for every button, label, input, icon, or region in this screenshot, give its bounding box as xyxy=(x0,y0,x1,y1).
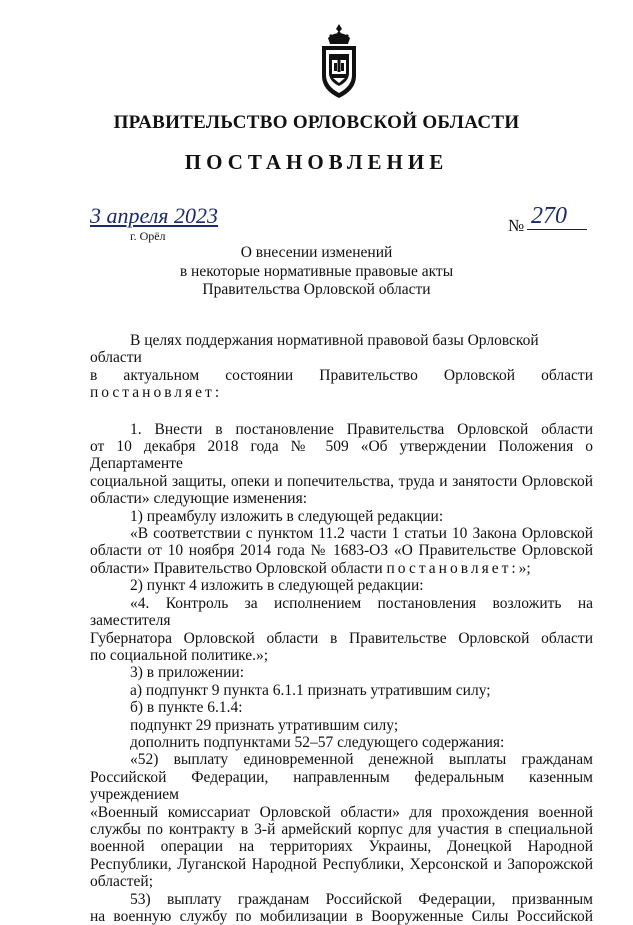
body-line: области от 10 ноября 2014 года № 1683-ОЗ «О Правительстве Орловской xyxy=(90,542,593,560)
body-line: области» следующие изменения: xyxy=(90,490,308,508)
body-line: от 10 декабря 2018 года № 509 «Об утверждении Положения о Департаменте xyxy=(90,438,593,473)
document-body xyxy=(90,332,593,925)
body-line: на военную службу по мобилизации в Вооруженные Силы Российской xyxy=(90,908,593,925)
title-line: О внесении изменений xyxy=(240,244,393,261)
body-line: Российской Федерации, направленным федеральным казенным учреждением xyxy=(90,768,593,804)
body-line: 1) преамбулу изложить в следующей редакции: xyxy=(130,507,444,525)
number-label: № xyxy=(508,216,525,235)
body-line: Губернатора Орловской области в Правительстве Орловской области xyxy=(90,629,593,647)
handwritten-number: 270 xyxy=(531,203,567,229)
body-line: В целях поддержания нормативной правовой базы Орловской области xyxy=(90,332,539,367)
body-line: подпункт 29 признать утратившим силу; xyxy=(130,716,399,734)
body-line: дополнить подпунктами 52–57 следующего содержания: xyxy=(130,733,505,751)
body-line: постановляет: xyxy=(90,384,223,402)
body-line: «Военный комиссариат Орловской области» для прохождения военной xyxy=(90,803,593,821)
city-label: г. Орёл xyxy=(130,229,166,243)
body-line xyxy=(90,560,593,577)
body-line: 3) в приложении: xyxy=(130,664,244,682)
body-line: военной операции на территориях Украины, Донецкой Народной xyxy=(90,838,593,856)
title-line: в некоторые нормативные правовые акты xyxy=(179,262,454,280)
body-line: 2) пункт 4 изложить в следующей редакции: xyxy=(130,577,424,595)
government-name: ПРАВИТЕЛЬСТВО ОРЛОВСКОЙ ОБЛАСТИ xyxy=(113,112,520,133)
body-text: области» Правительство Орловской области xyxy=(90,559,387,577)
body-line: областей; xyxy=(90,873,153,891)
body-line: социальной защиты, опеки и попечительства, труда и занятости Орловской xyxy=(90,472,593,490)
body-line: 1. Внести в постановление Правительства Орловской области xyxy=(130,420,593,438)
body-text: »; xyxy=(518,559,531,577)
document-title xyxy=(0,244,633,300)
document-type: ПОСТАНОВЛЕНИЕ xyxy=(184,150,449,174)
body-line: службы по контракту в 3-й армейский корпус для участия в специальной xyxy=(90,820,593,838)
body-line: «4. Контроль за исполнением постановления возложить на заместителя xyxy=(90,594,593,630)
title-line: Правительства Орловской области xyxy=(202,281,431,298)
body-text: постановляет: xyxy=(386,559,519,577)
number-underline xyxy=(527,229,587,230)
coat-of-arms-emblem xyxy=(314,22,364,102)
body-line: по социальной политике.»; xyxy=(90,646,269,664)
body-line: «В соответствии с пунктом 11.2 части 1 статьи 10 Закона Орловской xyxy=(130,525,593,543)
body-line: Республики, Луганской Народной Республики, Херсонской и Запорожской xyxy=(90,855,593,873)
body-line: 53) выплату гражданам Российской Федерации, призванным xyxy=(130,890,593,908)
body-line: а) подпункт 9 пункта 6.1.1 признать утратившим силу; xyxy=(130,681,491,699)
handwritten-date: 3 апреля 2023 xyxy=(90,203,219,228)
body-line: «52) выплату единовременной денежной выплаты гражданам xyxy=(130,751,593,769)
body-line: в актуальном состоянии Правительство Орловской области xyxy=(90,366,593,384)
body-line: б) в пункте 6.1.4: xyxy=(130,699,243,717)
